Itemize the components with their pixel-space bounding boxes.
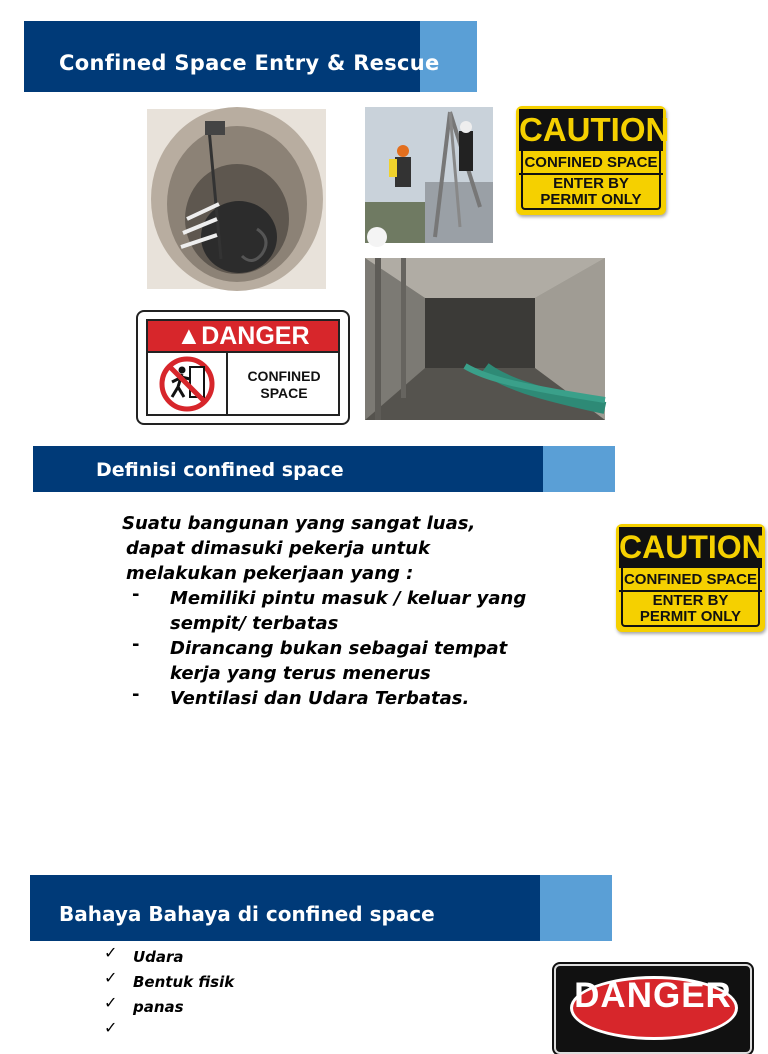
definition-bullet (122, 586, 592, 636)
caution-line-enter-by: ENTER BY (553, 175, 629, 192)
caution-sign (516, 106, 670, 215)
caution-word: CAUTION (619, 527, 762, 568)
checkmark-icon: ✓ (104, 993, 118, 1012)
caution-line-enter-by: ENTER BY (652, 592, 729, 609)
caution-line-permit-only: PERMIT ONLY (540, 191, 642, 208)
checkmark-icon: ✓ (104, 968, 118, 987)
caution-word: CAUTION (519, 109, 663, 151)
section-header-confined-space-entry (24, 21, 477, 92)
header-accent (540, 875, 612, 941)
warning-triangle-icon: ▲ (176, 322, 202, 350)
bullet-line: Memiliki pintu masuk / keluar yang (170, 588, 527, 609)
bullet-line: Dirancang bukan sebagai tempat (170, 638, 508, 659)
danger-confined-space-sign (136, 310, 350, 425)
caution-line-confined-space: CONFINED SPACE (623, 571, 758, 588)
section-title: Bahaya Bahaya di confined space (59, 902, 435, 926)
danger-text (230, 368, 338, 402)
tunnel-photo (365, 258, 605, 420)
hazard-list (104, 943, 235, 1037)
header-accent (543, 446, 615, 492)
checkmark-icon: ✓ (104, 1018, 118, 1037)
list-item (104, 945, 234, 970)
definition-line-2: dapat dimasuki pekerja untuk (126, 538, 430, 559)
danger-body (148, 351, 338, 414)
section-header-bahaya (30, 875, 612, 941)
section-title: Definisi confined space (96, 459, 344, 481)
danger-sign (554, 964, 752, 1054)
definition-bullet (122, 686, 592, 711)
danger-word: DANGER (574, 976, 732, 1015)
checkmark-icon: ✓ (104, 943, 118, 962)
danger-line-confined: CONFINED (247, 368, 321, 384)
definition-line-3: melakukan pekerjaan yang : (126, 563, 414, 584)
danger-word: DANGER (201, 322, 310, 350)
rescue-tripod-photo (365, 107, 493, 243)
danger-header (148, 321, 338, 351)
list-item (104, 970, 234, 995)
dash-bullet: - (132, 684, 140, 705)
section-title: Confined Space Entry & Rescue (59, 51, 440, 75)
no-entry-icon (148, 353, 228, 414)
manhole-photo (147, 109, 326, 289)
bullet-line: sempit/ terbatas (170, 613, 339, 634)
danger-line-space: SPACE (260, 385, 308, 401)
dash-bullet: - (132, 584, 140, 605)
hazard-label: panas (133, 998, 184, 1016)
caution-sign (616, 524, 765, 632)
bullet-line: Ventilasi dan Udara Terbatas. (170, 688, 470, 709)
caution-line-permit-only: PERMIT ONLY (639, 608, 742, 625)
caution-line-confined-space: CONFINED SPACE (524, 154, 658, 171)
danger-sign-inner (146, 319, 340, 416)
list-item (104, 995, 234, 1020)
hazard-label: Udara (133, 948, 184, 966)
definition-line-1: Suatu bangunan yang sangat luas, (122, 513, 476, 534)
hazard-label: Bentuk fisik (133, 973, 235, 991)
definition-bullet (122, 636, 592, 686)
definition-text (122, 511, 592, 711)
bullet-line: kerja yang terus menerus (170, 663, 431, 684)
section-header-definisi (33, 446, 615, 492)
dash-bullet: - (132, 634, 140, 655)
